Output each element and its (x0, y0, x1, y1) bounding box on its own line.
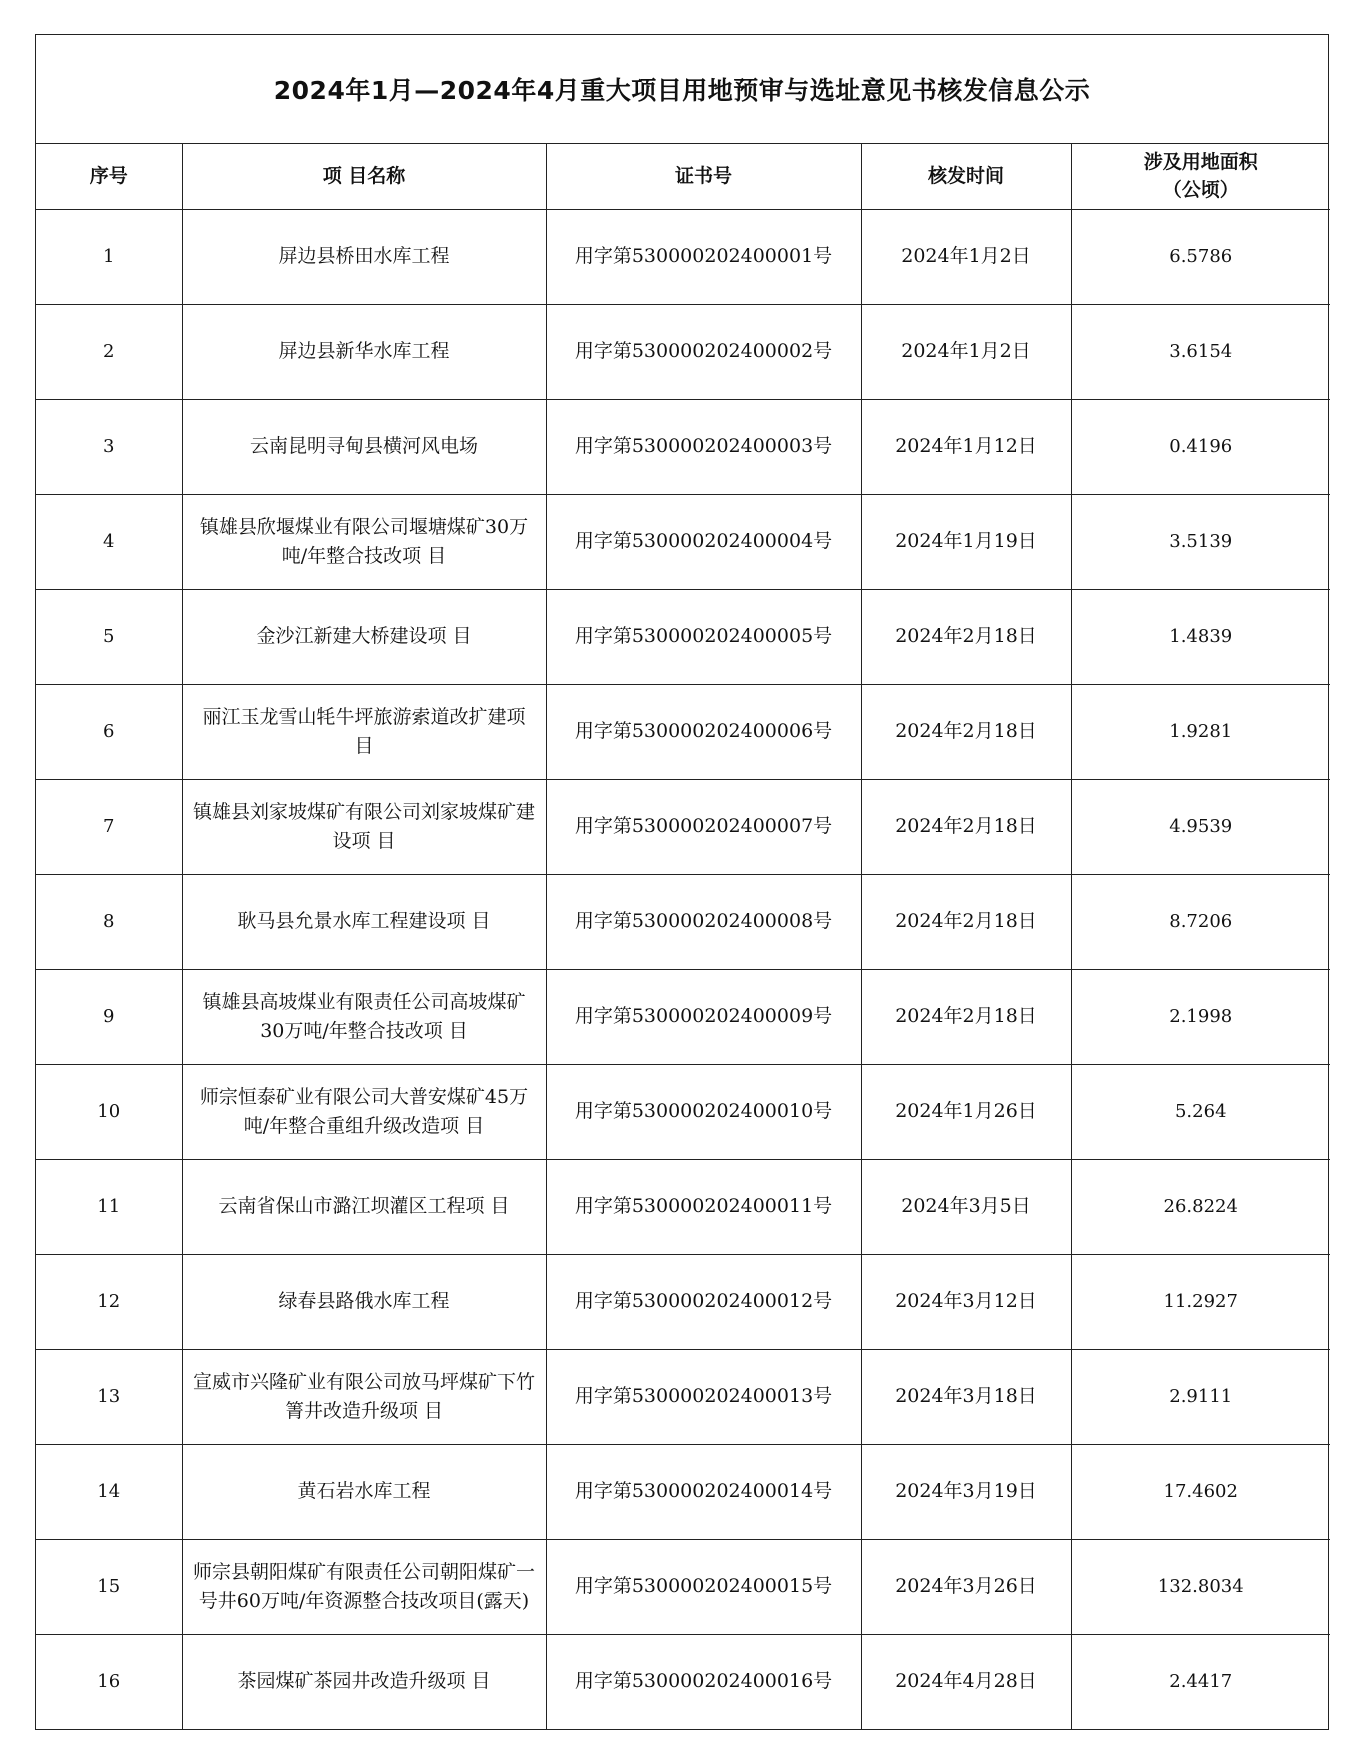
cell-seq: 15 (36, 1539, 182, 1634)
cell-land-area: 26.8224 (1071, 1159, 1330, 1254)
table-row (36, 1254, 1330, 1349)
cell-issue-date: 2024年3月5日 (861, 1159, 1071, 1254)
cell-project-name: 丽江玉龙雪山牦牛坪旅游索道改扩建项 目 (182, 684, 546, 779)
table-row (36, 779, 1330, 874)
cell-issue-date: 2024年2月18日 (861, 969, 1071, 1064)
header-land-area-line1: 涉及用地面积 (1143, 151, 1258, 174)
cell-seq: 1 (36, 209, 182, 304)
cell-seq: 9 (36, 969, 182, 1064)
cell-land-area: 1.4839 (1071, 589, 1330, 684)
cell-land-area: 2.1998 (1071, 969, 1330, 1064)
cell-land-area: 5.264 (1071, 1064, 1330, 1159)
table-row (36, 1064, 1330, 1159)
cell-issue-date: 2024年1月12日 (861, 399, 1071, 494)
cell-issue-date: 2024年3月12日 (861, 1254, 1071, 1349)
cell-certificate-number: 用字第530000202400010号 (546, 1064, 861, 1159)
cell-land-area: 2.4417 (1169, 1671, 1233, 1693)
cell-project-name: 茶园煤矿茶园井改造升级项 目 (182, 1634, 546, 1729)
header-land-area-line2: （公顷） (1162, 179, 1239, 202)
cell-issue-date: 2024年2月18日 (861, 589, 1071, 684)
cell-certificate-number: 用字第530000202400014号 (546, 1444, 861, 1539)
table-row (36, 1634, 1330, 1729)
cell-certificate-number: 用字第530000202400016号 (546, 1634, 861, 1729)
table-row (36, 1159, 1330, 1254)
cell-land-area: 1.9281 (1071, 684, 1330, 779)
cell-certificate-number: 用字第530000202400011号 (546, 1159, 861, 1254)
cell-seq: 7 (36, 779, 182, 874)
table-row (36, 304, 1330, 399)
table-row (36, 399, 1330, 494)
cell-land-area: 3.6154 (1071, 304, 1330, 399)
header-project-name: 项 目名称 (182, 144, 546, 209)
cell-certificate-number: 用字第530000202400001号 (546, 209, 861, 304)
table-header-row (36, 144, 1330, 209)
cell-certificate-number: 用字第530000202400002号 (546, 304, 861, 399)
table-row (36, 1444, 1330, 1539)
cell-project-name: 镇雄县刘家坡煤矿有限公司刘家坡煤矿建设项 目 (182, 779, 546, 874)
cell-seq: 6 (36, 684, 182, 779)
cell-project-name: 耿马县允景水库工程建设项 目 (182, 874, 546, 969)
cell-certificate-number: 用字第530000202400007号 (546, 779, 861, 874)
header-certificate-number: 证书号 (546, 144, 861, 209)
cell-land-area: 0.4196 (1071, 399, 1330, 494)
header-land-area (1071, 144, 1330, 209)
table-row (36, 1349, 1330, 1444)
cell-certificate-number: 用字第530000202400015号 (546, 1539, 861, 1634)
cell-certificate-number: 用字第530000202400006号 (546, 684, 861, 779)
cell-land-area: 6.5786 (1071, 209, 1330, 304)
cell-project-name: 师宗恒泰矿业有限公司大普安煤矿45万吨/年整合重组升级改造项 目 (182, 1064, 546, 1159)
cell-land-area: 17.4602 (1071, 1444, 1330, 1539)
cell-seq: 16 (36, 1634, 182, 1729)
table-row (36, 589, 1330, 684)
cell-issue-date: 2024年4月28日 (861, 1634, 1071, 1729)
cell-seq: 5 (36, 589, 182, 684)
cell-land-area: 8.7206 (1071, 874, 1330, 969)
cell-land-area: 2.9111 (1071, 1349, 1330, 1444)
cell-issue-date: 2024年2月18日 (861, 779, 1071, 874)
cell-issue-date: 2024年1月2日 (861, 304, 1071, 399)
cell-project-name: 屏边县桥田水库工程 (182, 209, 546, 304)
table-row (36, 874, 1330, 969)
cell-certificate-number: 用字第530000202400012号 (546, 1254, 861, 1349)
cell-project-name: 金沙江新建大桥建设项 目 (182, 589, 546, 684)
cell-issue-date: 2024年3月19日 (861, 1444, 1071, 1539)
cell-project-name: 镇雄县高坡煤业有限责任公司高坡煤矿30万吨/年整合技改项 目 (182, 969, 546, 1064)
cell-issue-date: 2024年3月26日 (861, 1539, 1071, 1634)
table-row (36, 684, 1330, 779)
cell-seq: 12 (36, 1254, 182, 1349)
cell-project-name: 屏边县新华水库工程 (182, 304, 546, 399)
cell-project-name: 云南省保山市潞江坝灌区工程项 目 (182, 1159, 546, 1254)
header-seq: 序号 (36, 144, 182, 209)
header-issue-date: 核发时间 (861, 144, 1071, 209)
cell-issue-date: 2024年1月19日 (861, 494, 1071, 589)
cell-certificate-number: 用字第530000202400013号 (546, 1349, 861, 1444)
cell-seq: 8 (36, 874, 182, 969)
cell-project-name: 镇雄县欣堰煤业有限公司堰塘煤矿30万吨/年整合技改项 目 (182, 494, 546, 589)
cell-seq: 14 (36, 1444, 182, 1539)
table-row (36, 494, 1330, 589)
cell-issue-date: 2024年1月26日 (861, 1064, 1071, 1159)
cell-project-name: 黄石岩水库工程 (182, 1444, 546, 1539)
cell-certificate-number: 用字第530000202400005号 (546, 589, 861, 684)
cell-seq: 3 (36, 399, 182, 494)
cell-issue-date: 2024年1月2日 (861, 209, 1071, 304)
cell-certificate-number: 用字第530000202400008号 (546, 874, 861, 969)
cell-issue-date: 2024年2月18日 (861, 684, 1071, 779)
approval-table (36, 144, 1330, 1729)
cell-seq: 11 (36, 1159, 182, 1254)
cell-issue-date: 2024年3月18日 (861, 1349, 1071, 1444)
cell-land-area: 4.9539 (1071, 779, 1330, 874)
cell-land-area: 11.2927 (1071, 1254, 1330, 1349)
cell-land-area: 132.8034 (1071, 1539, 1330, 1634)
announcement-table-frame (35, 34, 1329, 1730)
table-row (36, 209, 1330, 304)
cell-project-name: 宣威市兴隆矿业有限公司放马坪煤矿下竹箐井改造升级项 目 (182, 1349, 546, 1444)
cell-project-name: 绿春县路俄水库工程 (182, 1254, 546, 1349)
cell-certificate-number: 用字第530000202400009号 (546, 969, 861, 1064)
cell-certificate-number: 用字第530000202400003号 (546, 399, 861, 494)
cell-land-area: 3.5139 (1071, 494, 1330, 589)
cell-certificate-number: 用字第530000202400004号 (546, 494, 861, 589)
cell-issue-date: 2024年2月18日 (861, 874, 1071, 969)
cell-seq: 10 (36, 1064, 182, 1159)
cell-seq: 4 (36, 494, 182, 589)
cell-seq: 13 (36, 1349, 182, 1444)
cell-seq: 2 (36, 304, 182, 399)
cell-project-name: 师宗县朝阳煤矿有限责任公司朝阳煤矿一号井60万吨/年资源整合技改项目(露天) (182, 1539, 546, 1634)
table-body (36, 209, 1330, 1729)
table-row (36, 1539, 1330, 1634)
cell-project-name: 云南昆明寻甸县横河风电场 (182, 399, 546, 494)
page-title: 2024年1月—2024年4月重大项目用地预审与选址意见书核发信息公示 (36, 35, 1328, 144)
table-row (36, 969, 1330, 1064)
